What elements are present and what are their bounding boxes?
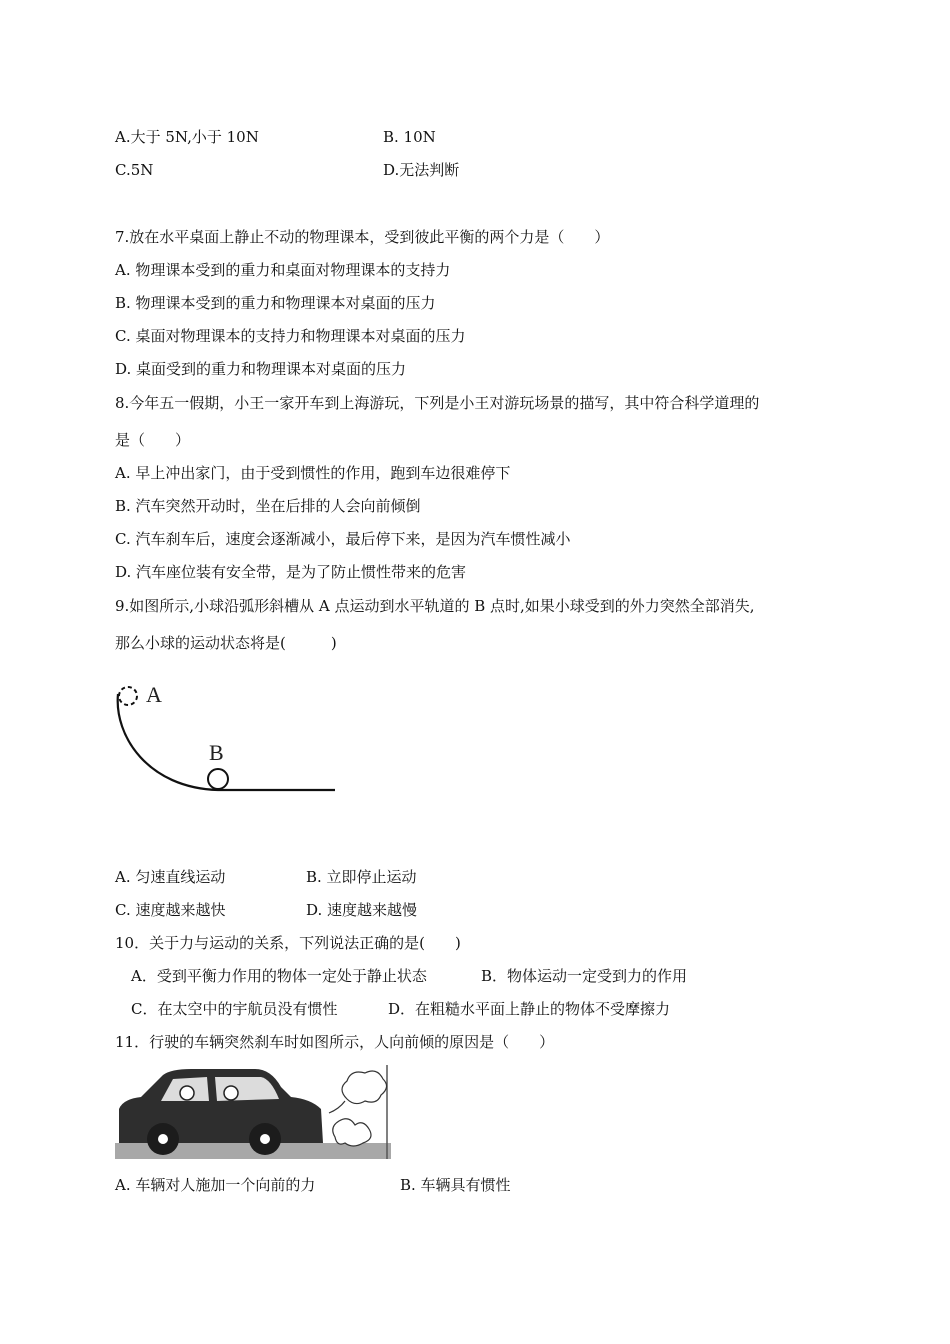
q10-stem: 10．关于力与运动的关系，下列说法正确的是( ): [115, 934, 461, 952]
q8-option-c: C. 汽车刹车后，速度会逐渐减小，最后停下来，是因为汽车惯性减小: [115, 530, 571, 548]
q11-stem: 11．行驶的车辆突然刹车时如图所示，人向前倾的原因是（ ）: [115, 1033, 555, 1051]
q11-option-b: B. 车辆具有惯性: [400, 1176, 511, 1194]
q6-option-a: A.大于 5N,小于 10N: [115, 128, 259, 146]
q8-option-b: B. 汽车突然开动时，坐在后排的人会向前倾倒: [115, 497, 421, 515]
driver-head: [224, 1086, 238, 1100]
ball-at-a: [119, 687, 137, 705]
q8-stem-line1: 8.今年五一假期，小王一家开车到上海游玩，下列是小王对游玩场景的描写，其中符合科学道理的: [115, 394, 760, 412]
q9-option-c: C. 速度越来越快: [115, 901, 226, 919]
q7-stem: 7.放在水平桌面上静止不动的物理课本，受到彼此平衡的两个力是（ ）: [115, 228, 610, 246]
q8-stem-line2: 是（ ）: [115, 431, 191, 449]
braking-car-figure: [115, 1063, 391, 1161]
label-b: B: [209, 740, 224, 765]
q9-option-a: A. 匀速直线运动: [115, 868, 226, 886]
q8-option-d: D. 汽车座位装有安全带，是为了防止惯性带来的危害: [115, 563, 467, 581]
q7-option-c: C. 桌面对物理课本的支持力和物理课本对桌面的压力: [115, 327, 466, 345]
passenger-head: [180, 1086, 194, 1100]
q9-stem-line2: 那么小球的运动状态将是( ): [115, 634, 337, 652]
q7-option-b: B. 物理课本受到的重力和物理课本对桌面的压力: [115, 294, 436, 312]
q9-option-d: D. 速度越来越慢: [306, 901, 418, 919]
q10-option-b: B．物体运动一定受到力的作用: [481, 967, 688, 985]
q10-option-c: C．在太空中的宇航员没有惯性: [131, 1000, 338, 1018]
front-wheel-hub: [158, 1134, 168, 1144]
q7-option-a: A. 物理课本受到的重力和桌面对物理课本的支持力: [115, 261, 451, 279]
q9-stem-line1: 9.如图所示,小球沿弧形斜槽从 A 点运动到水平轨道的 B 点时,如果小球受到的外力突然全部消失,: [115, 597, 755, 615]
rear-wheel-hub: [260, 1134, 270, 1144]
q6-option-c: C.5N: [115, 161, 154, 179]
slope-track-figure: [108, 676, 343, 798]
q11-option-a: A. 车辆对人施加一个向前的力: [115, 1176, 316, 1194]
label-a: A: [146, 682, 162, 707]
q6-option-d: D.无法判断: [383, 161, 460, 179]
ball-at-b: [208, 769, 228, 789]
q6-option-b: B. 10N: [383, 128, 436, 146]
q10-option-d: D．在粗糙水平面上静止的物体不受摩擦力: [388, 1000, 671, 1018]
q8-option-a: A. 早上冲出家门，由于受到惯性的作用，跑到车边很难停下: [115, 464, 511, 482]
q7-option-d: D. 桌面受到的重力和物理课本对桌面的压力: [115, 360, 407, 378]
q10-option-a: A．受到平衡力作用的物体一定处于静止状态: [131, 967, 427, 985]
q9-option-b: B. 立即停止运动: [306, 868, 417, 886]
